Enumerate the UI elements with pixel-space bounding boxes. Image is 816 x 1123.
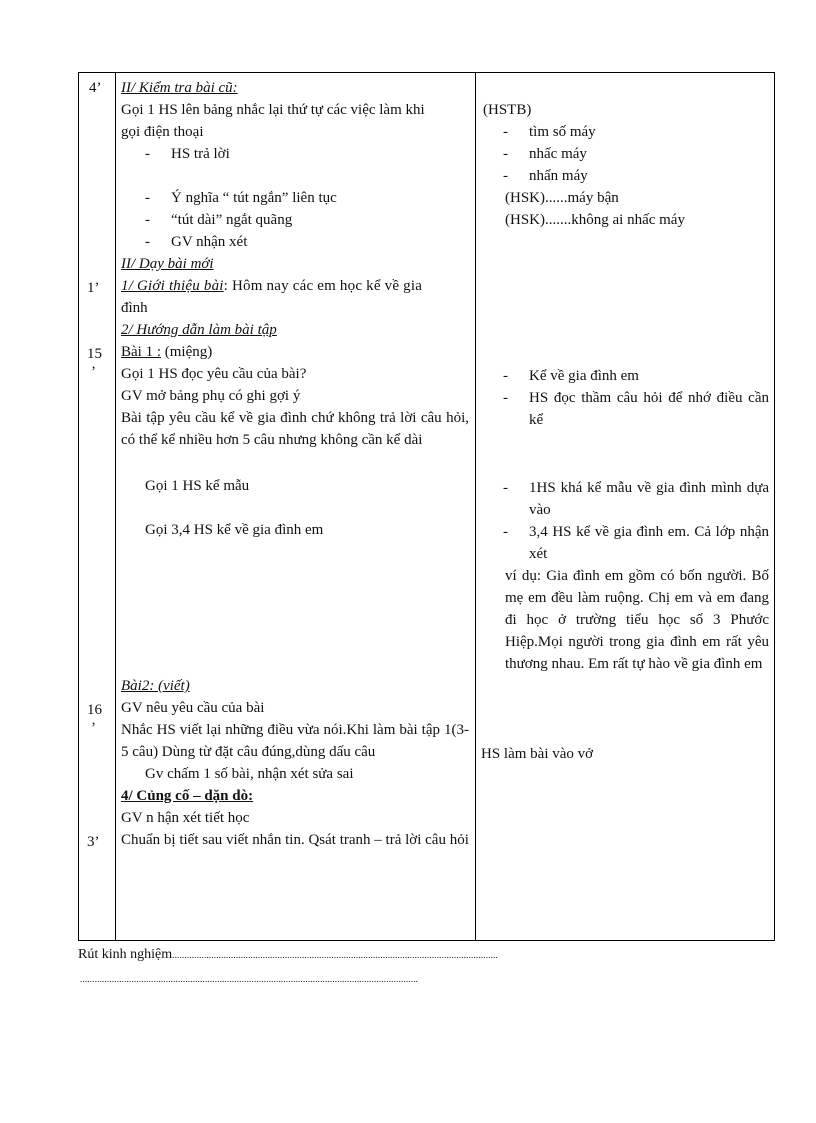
heading-huong-dan: 2/ Hướng dẫn làm bài tập [121,322,277,338]
time-gioithieu: 1’ [87,280,100,296]
time-bai2-mark: ’ [91,720,96,736]
right-item: - tìm số máy [529,121,596,143]
right-item: - nhấn máy [529,165,588,187]
bai1-line2: GV mở bảng phụ có ghi gợi ý [121,388,301,404]
cungco-line1: GV n hận xét tiết học [121,810,250,826]
bai1-heading [121,341,212,363]
bai2-heading: Bài2: (viết) [121,678,190,694]
bai1-mode: (miệng) [161,344,213,360]
footer-label: Rút kinh nghiệm [78,947,173,962]
time-bai2: 16 [87,702,102,718]
cungco-paragraph: Chuẩn bị tiết sau viết nhắn tin. Qsát tranh – trả lời câu hỏi [121,832,469,848]
column-divider-right [475,73,476,940]
right-example: ví dụ: Gia đình em gồm có bốn người. Bố mẹ em đều làm ruộng. Chị em và em đang đi học ở trường tiểu học số 3 Phước Hiệp.Mọi người trong gia đình em rất yêu thương nhau. Em rất tự hào về gia đình em [505,568,769,672]
right-item: - 1HS khá kể mẫu về gia đình mình dựa vào [529,477,769,521]
right-work: HS làm bài vào vở [481,746,594,762]
bai1-paragraph: Bài tập yêu cầu kể về gia đình chứ không trả lời câu hỏi, có thể kể nhiều hơn 5 câu nhưng không cần kể dài [121,410,469,448]
kiemtra-item: - Ý nghĩa “ tút ngắn” liên tục [171,187,337,209]
right-hsk1: (HSK)......máy bận [505,190,619,206]
kiemtra-line1: Gọi 1 HS lên bảng nhắc lại thứ tự các việc làm khi [121,102,425,118]
right-item: - 3,4 HS kể về gia đình em. Cả lớp nhận xét [529,521,769,565]
time-kiemtra: 4’ [89,80,102,96]
right-item: - nhấc máy [529,143,587,165]
footer-dots-2: .......................................................................................................................................... [80,974,419,984]
bai1-label: Bài 1 : [121,344,161,360]
gioithieu-line [121,275,469,297]
time-bai1: 15 [87,346,102,362]
gioithieu-text: : Hôm nay các em học kể về gia [223,278,423,294]
right-item: - HS đọc thầm câu hỏi để nhớ điều cần kể [529,387,769,431]
footer-notes [78,946,498,964]
time-bai1-mark: ’ [91,364,96,380]
bai1-line3: Gọi 1 HS kể mẫu [145,478,250,494]
lesson-table [78,72,775,941]
kiemtra-line2: gọi điện thoại [121,124,204,140]
bai1-line4: Gọi 3,4 HS kể về gia đình em [145,522,324,538]
kiemtra-item: - GV nhận xét [171,231,247,253]
right-hsk2: (HSK).......không ai nhấc máy [505,212,685,228]
bai1-line1: Gọi 1 HS đọc yêu cầu của bài? [121,366,307,382]
heading-cung-co: 4/ Củng cố – dặn dò: [121,788,254,804]
heading-kiem-tra: II/ Kiểm tra bài cũ: [121,80,238,96]
bai2-paragraph: Nhắc HS viết lại những điều vừa nói.Khi làm bài tập 1(3-5 câu) Dùng từ đặt câu đúng,dùng dấu câu [121,722,469,760]
kiemtra-item: - HS trả lời [171,143,230,165]
gioithieu-text2: đình [121,300,148,316]
time-cungco: 3’ [87,834,100,850]
bai2-line3: Gv chấm 1 số bài, nhận xét sửa sai [145,766,354,782]
footer-dots-1: ..................................................................................................................................... [172,950,498,960]
kiemtra-item: - “tút dài” ngắt quãng [171,209,292,231]
bai2-line1: GV nêu yêu cầu của bài [121,700,265,716]
heading-day-bai-moi: II/ Dạy bài mới [121,256,214,272]
gioithieu-label: 1/ Giới thiệu bài [121,278,224,294]
right-hstb: (HSTB) [483,102,532,118]
column-divider-time [115,73,116,940]
right-item: - Kể về gia đình em [529,365,639,387]
